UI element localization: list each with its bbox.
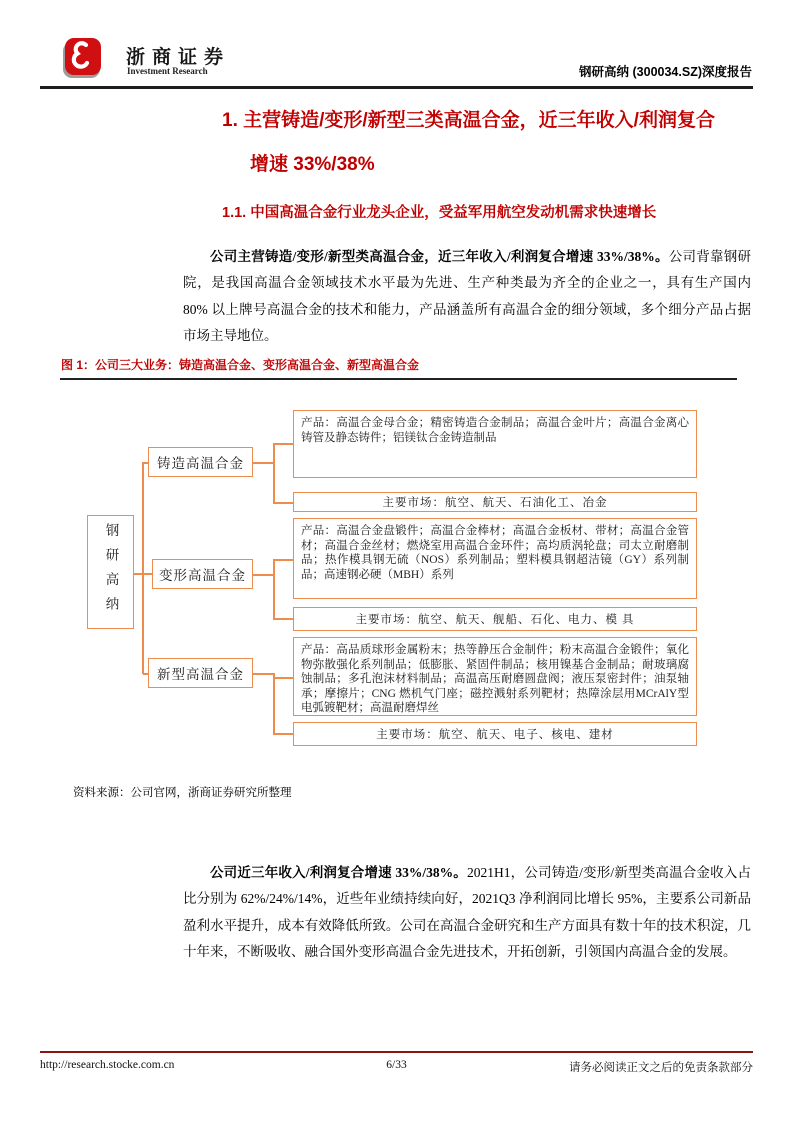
figure-caption: 图 1：公司三大业务：铸造高温合金、变形高温合金、新型高温合金 xyxy=(61,358,420,372)
brand-subtitle: Investment Research xyxy=(127,66,208,76)
connector-line xyxy=(273,502,293,504)
diagram-root-company: 钢研高纳 xyxy=(87,515,134,629)
section-heading xyxy=(222,99,767,187)
brand-logo-icon xyxy=(61,36,103,80)
figure-source: 资料来源：公司官网，浙商证券研究所整理 xyxy=(73,787,292,799)
products-new: 产品：高品质球形金属粉末；热等静压合金制件；粉末高温合金锻件；氧化物弥散强化系列制品；低膨胀、紧固件制品；核用镍基合金制品；耐玻璃腐蚀制品；多孔泡沫材料制品；高温高压耐磨圆盘阀；液压泵密封件；油泵轴承；摩擦片；CNG 燃机气门座；磁控溅射系列靶材；热障涂层用MCrAlY型电弧镀靶材；高温耐磨焊丝 xyxy=(293,637,697,716)
section-heading-line2: 增速 33%/38% xyxy=(250,154,375,175)
header-divider xyxy=(40,86,753,89)
figure-caption-divider xyxy=(60,378,737,380)
connector-line xyxy=(273,559,275,619)
connector-line xyxy=(273,559,293,561)
category-new-superalloy: 新型高温合金 xyxy=(148,658,253,688)
products-wrought: 产品：高温合金盘锻件；高温合金棒材；高温合金板材、带材；高温合金管材；高温合金丝材；燃烧室用高温合金环件；高均质涡轮盘；司太立耐磨制品；热作模具钢无硫（NOS）系列制品；塑料模具钢超洁镜（GY）系列制品；高速钢必硬（MBH）系列 xyxy=(293,518,697,599)
connector-line xyxy=(142,462,144,674)
footer-disclaimer: 请务必阅读正文之后的免责条款部分 xyxy=(569,1062,753,1074)
products-cast: 产品：高温合金母合金；精密铸造合金制品；高温合金叶片；高温合金离心铸管及静态铸件；铝镁钛合金铸造制品 xyxy=(293,410,697,478)
subsection-heading: 1.1. 中国高温合金行业龙头企业，受益军用航空发动机需求快速增长 xyxy=(222,205,657,221)
footer-url[interactable]: http://research.stocke.com.cn xyxy=(40,1059,175,1071)
category-wrought-superalloy: 变形高温合金 xyxy=(152,559,253,589)
connector-line xyxy=(273,733,293,735)
brand-name: 浙商证券 xyxy=(126,47,231,68)
paragraph-1-lead: 公司主营铸造/变形/新型类高温合金，近三年收入/利润复合增速 33%/38%。 xyxy=(210,248,669,264)
section-heading-line1: 1. 主营铸造/变形/新型三类高温合金，近三年收入/利润复合 xyxy=(222,110,715,131)
connector-line xyxy=(273,673,275,734)
report-title: 钢研高纳 (300034.SZ)深度报告 xyxy=(579,65,752,79)
category-cast-superalloy: 铸造高温合金 xyxy=(148,447,253,477)
page-number: 6/33 xyxy=(386,1059,407,1071)
connector-line xyxy=(273,677,293,679)
paragraph-2-body: 2021H1，公司铸造/变形/新型类高温合金收入占比分别为 62%/24%/14%，近些年业绩持续向好，2021Q3 净利润同比增长 95%，主要系公司新品盈利水平提升，成本有效降低所致。公司在高温合金研究和生产方面具有数十年的技术积淀，几十年来，不断吸收、融合国外变形高温合金先进技术，开拓创新，引领国内高温合金的发展。 xyxy=(183,864,751,959)
connector-line xyxy=(273,443,293,445)
footer-divider xyxy=(40,1051,753,1053)
markets-new: 主要市场：航空、航天、电子、核电、建材 xyxy=(293,722,697,746)
paragraph-2 xyxy=(183,860,751,966)
connector-line xyxy=(253,574,273,576)
paragraph-1-body: 公司背靠钢研院，是我国高温合金领域技术水平最为先进、生产种类最为齐全的企业之一，具有生产国内 80% 以上牌号高温合金的技术和能力，产品涵盖所有高温合金的细分领域，多个细分产品占据市场主导地位。 xyxy=(183,248,751,343)
business-structure-diagram xyxy=(60,395,750,763)
connector-line xyxy=(253,673,273,675)
paragraph-2-lead: 公司近三年收入/利润复合增速 33%/38%。 xyxy=(210,864,467,880)
connector-line xyxy=(273,443,275,503)
markets-cast: 主要市场：航空、航天、石油化工、冶金 xyxy=(293,492,697,512)
paragraph-1 xyxy=(183,244,751,350)
connector-line xyxy=(273,618,293,620)
connector-line xyxy=(253,462,273,464)
markets-wrought: 主要市场：航空、航天、舰船、石化、电力、模 具 xyxy=(293,607,697,631)
